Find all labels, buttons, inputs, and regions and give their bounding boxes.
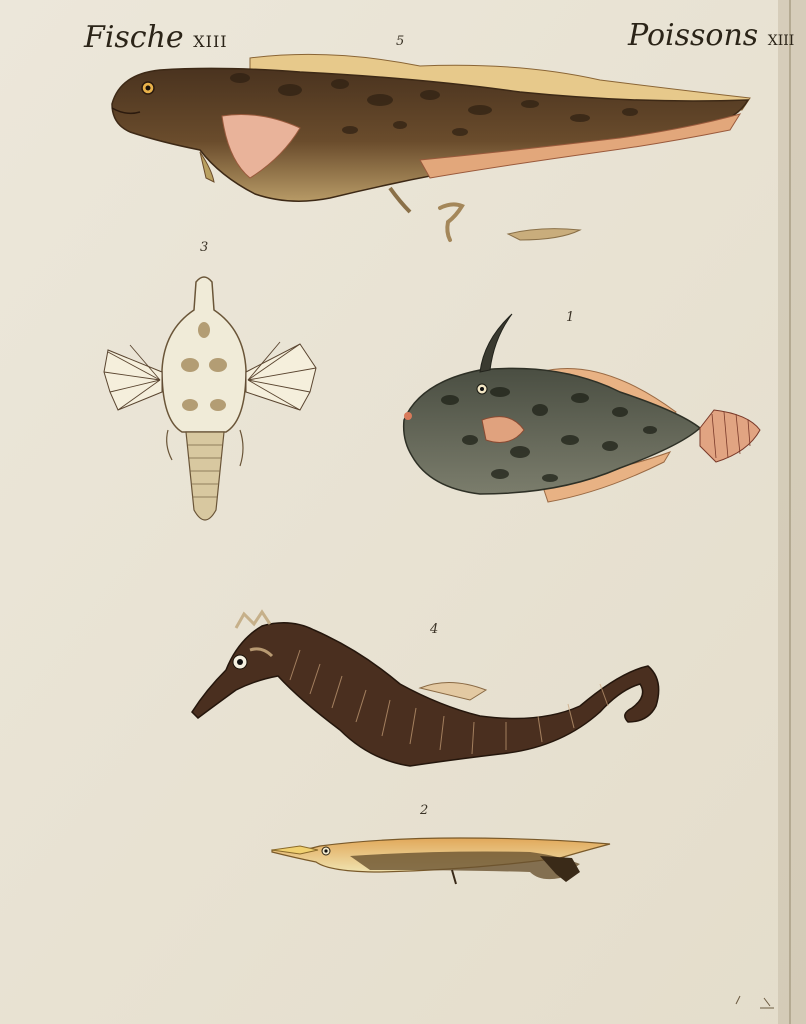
fig-label-3: 3	[200, 240, 209, 255]
page-gutter-shadow	[778, 0, 806, 1024]
fig-label-1: 1	[566, 310, 575, 325]
fig-label-4: 4	[430, 622, 439, 637]
title-right-number: XIII	[767, 33, 795, 49]
title-left-word: Fische	[84, 20, 184, 55]
title-right-word: Poissons	[628, 18, 759, 53]
plate-title-right	[628, 18, 794, 53]
fig-label-2: 2	[420, 803, 429, 818]
fig-label-5: 5	[396, 34, 405, 49]
title-left-number: XIII	[193, 32, 228, 51]
plate-title-left	[84, 20, 228, 55]
